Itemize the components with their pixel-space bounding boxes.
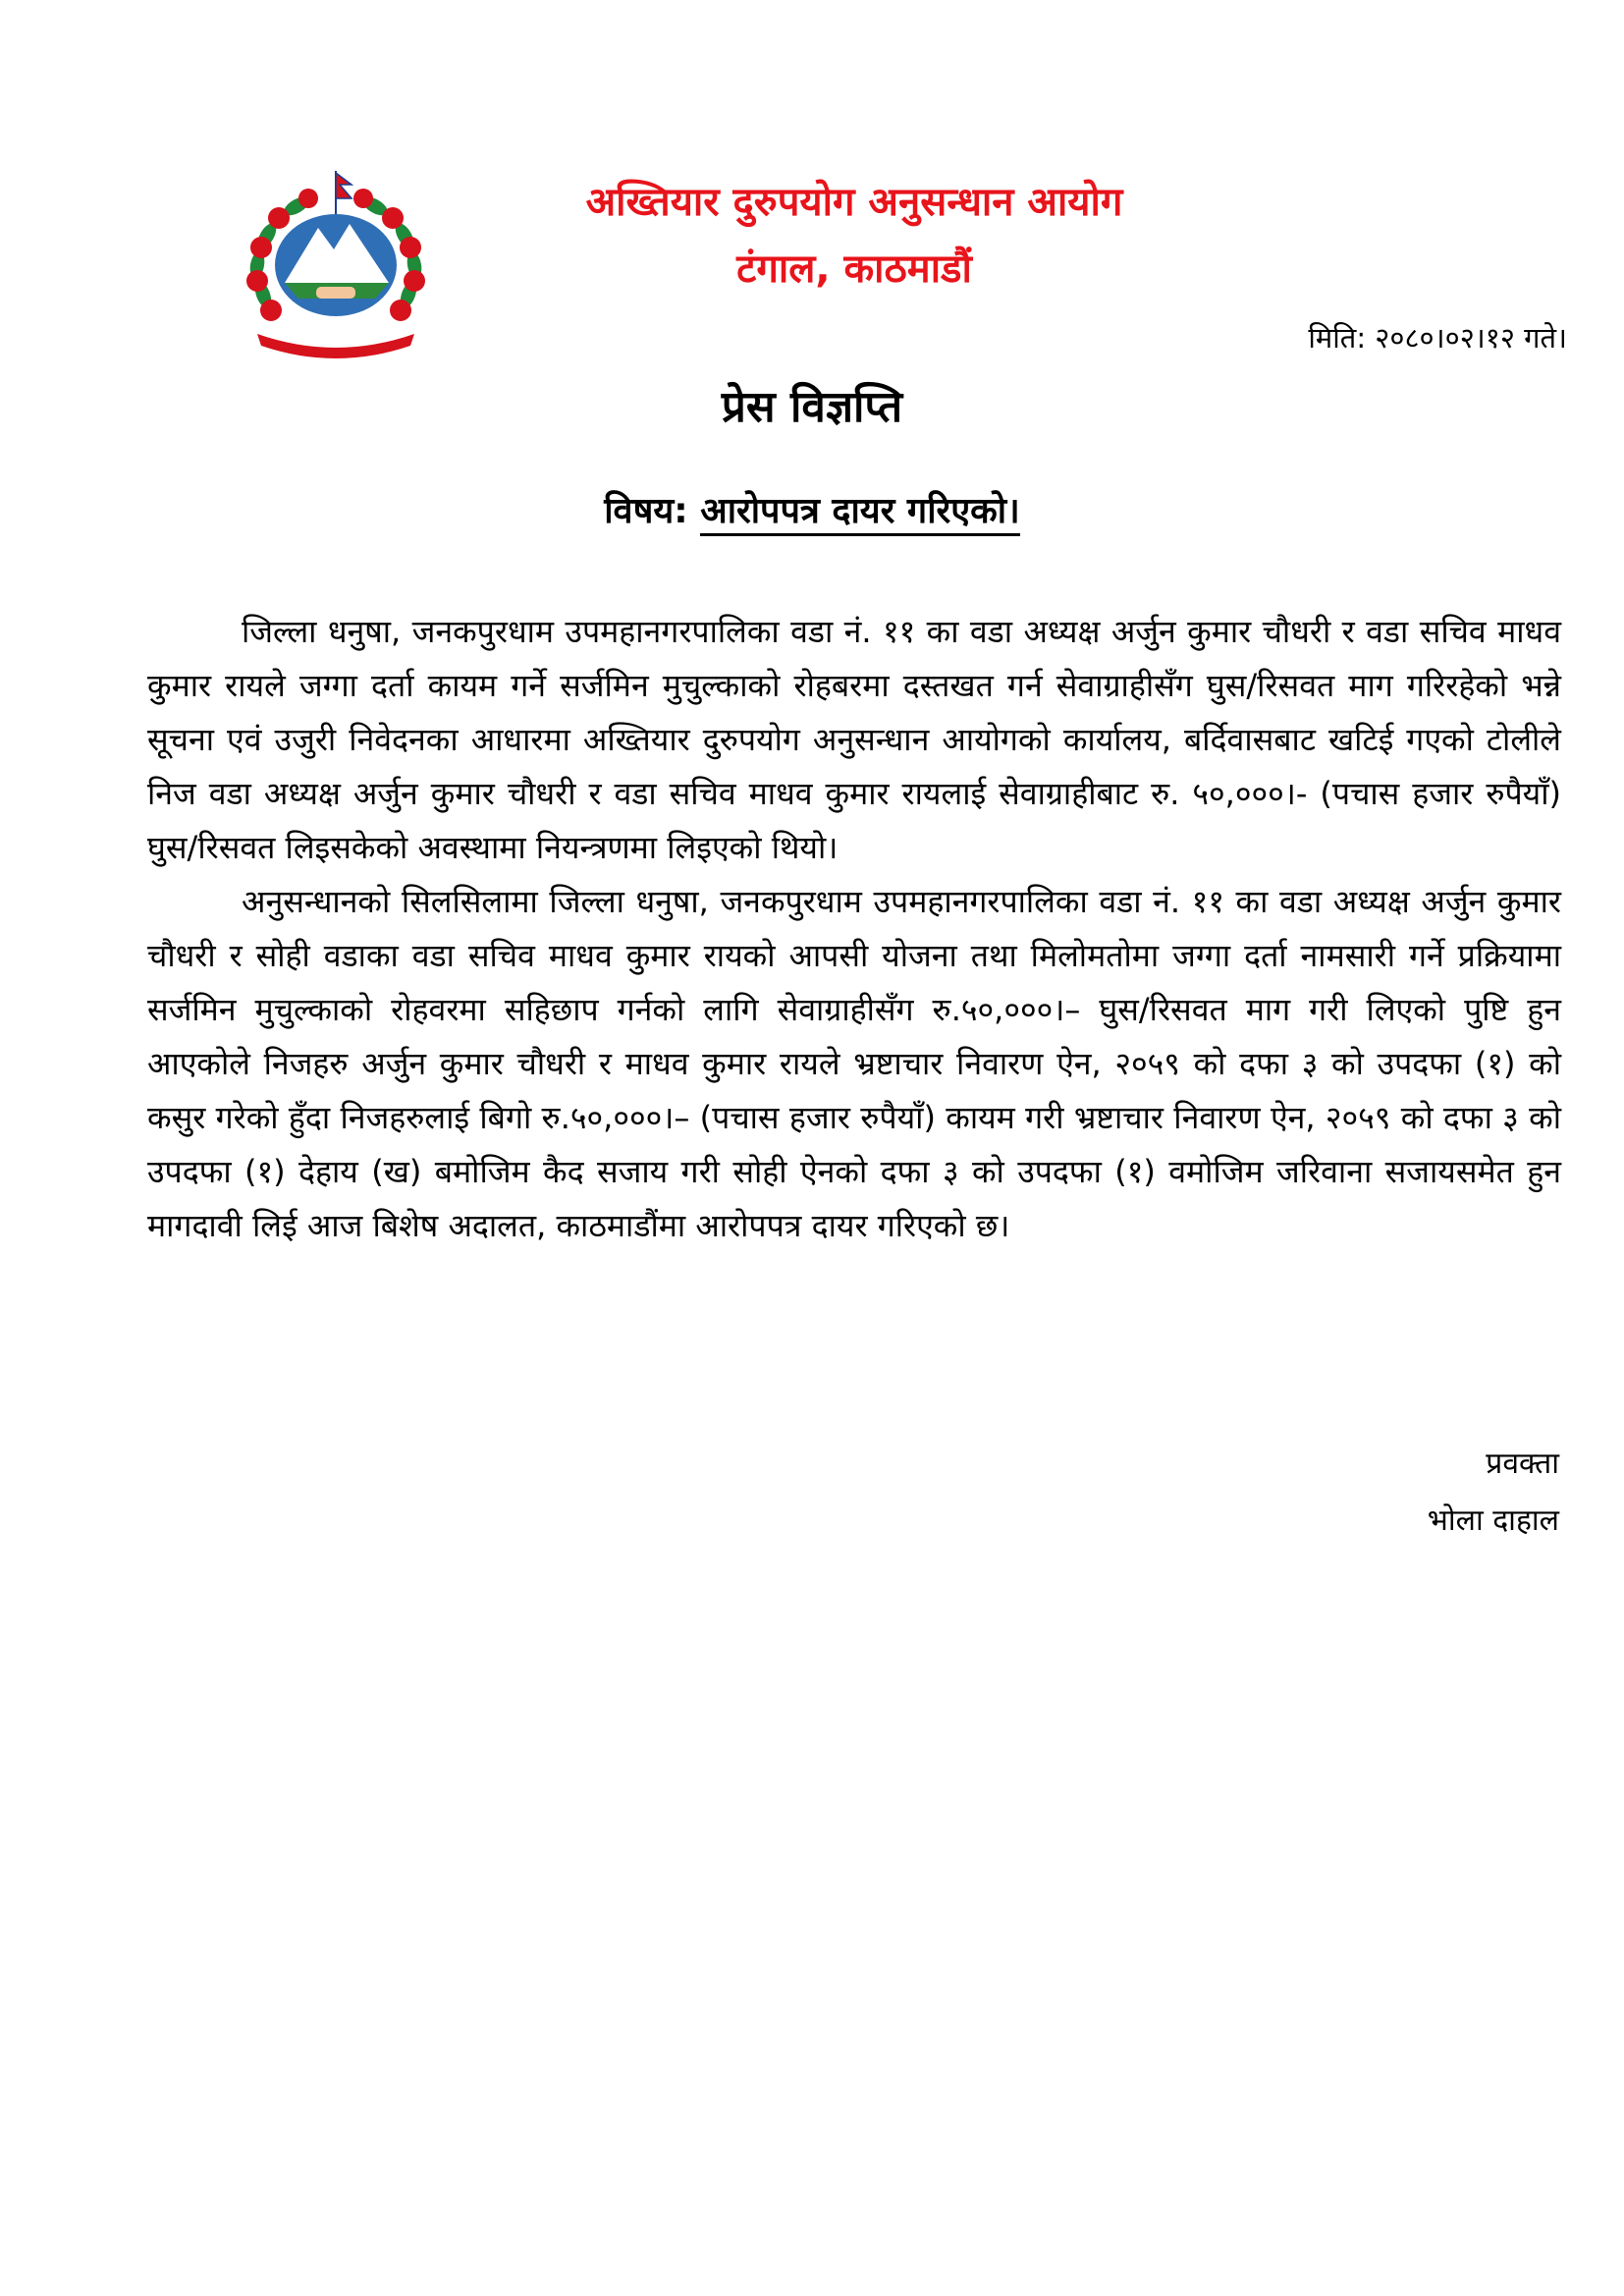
nepal-coat-of-arms-icon — [228, 167, 444, 363]
paragraph: जिल्ला धनुषा, जनकपुरधाम उपमहानगरपालिका वडा नं. ११ का वडा अध्यक्ष अर्जुन कुमार चौधरी र वडा सचिव माधव कुमार रायले जग्गा दर्ता कायम गर्ने सर्जमिन मुचुल्काको रोहबरमा दस्तखत गर्न सेवाग्राहीसँग घुस/रिसवत माग गरिरहेको भन्ने सूचना एवं उजुरी निवेदनका आधारमा अख्तियार दुरुपयोग अनुसन्धान आयोगको कार्यालय, बर्दिवासबाट खटिई गएको टोलीले निज वडा अध्यक्ष अर्जुन कुमार चौधरी र वडा सचिव माधव कुमार रायलाई सेवाग्राहीबाट रु. ५०,०००।- (पचास हजार रुपैयाँ) घुस/रिसवत लिइसकेको अवस्थामा नियन्त्रणमा लिइएको थियो। — [147, 613, 1561, 866]
signature-block — [1428, 1436, 1559, 1550]
subject-text: आरोपपत्र दायर गरिएको। — [700, 491, 1020, 536]
signatory-name: भोला दाहाल — [1427, 1503, 1559, 1538]
signatory-role: प्रवक्ता — [1486, 1447, 1559, 1481]
subject-label: विषय: — [604, 491, 701, 531]
organization-address: टंगाल, काठमाडौं — [736, 246, 972, 292]
subject-line — [0, 485, 1624, 533]
paragraph: अनुसन्धानको सिलसिलामा जिल्ला धनुषा, जनकपुरधाम उपमहानगरपालिका वडा नं. ११ का वडा अध्यक्ष अर्जुन कुमार चौधरी र सोही वडाका वडा सचिव माधव कुमार रायको आपसी योजना तथा मिलोमतोमा जग्गा दर्ता नामसारी गर्ने प्रक्रियामा सर्जमिन मुचुल्काको रोहवरमा सहिछाप गर्नको लागि सेवाग्राहीसँग रु.५०,०००।– घुस/रिसवत माग गरी लिएको पुष्टि हुन आएकोले निजहरु अर्जुन कुमार चौधरी र माधव कुमार रायले भ्रष्टाचार निवारण ऐन, २०५९ को दफा ३ को उपदफा (१) को कसुर गरेको हुँदा निजहरुलाई बिगो रु.५०,०००।– (पचास हजार रुपैयाँ) कायम गरी भ्रष्टाचार निवारण ऐन, २०५९ को दफा ३ को उपदफा (१) देहाय (ख) बमोजिम कैद सजाय गरी सोही ऐनको दफा ३ को उपदफा (१) वमोजिम जरिवाना सजायसमेत हुन मागदावी लिई आज बिशेष अदालत, काठमाडौंमा आरोपपत्र दायर गरिएको छ। — [147, 883, 1561, 1244]
organization-name: अख्तियार दुरुपयोग अनुसन्धान आयोग — [585, 180, 1123, 225]
document-date: मिति: २०८०।०२।१२ गते। — [1308, 321, 1567, 355]
document-title: प्रेस विज्ञप्ति — [721, 382, 903, 432]
body-text — [147, 605, 1561, 1253]
